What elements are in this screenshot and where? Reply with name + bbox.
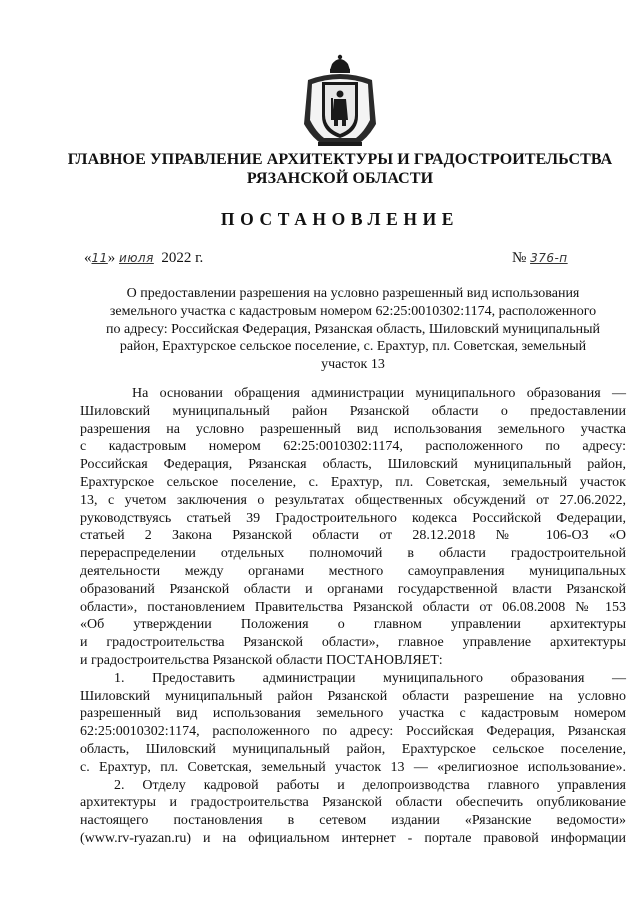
body-line: 2. Отделу кадровой работы и делопроизводства главного управления bbox=[114, 777, 626, 793]
subject-line: по адресу: Российская Федерация, Рязанская область, Шиловский муниципальный bbox=[106, 321, 600, 337]
document-subject bbox=[80, 285, 626, 374]
body-line: деятельности между органами местного самоуправления муниципальных bbox=[80, 563, 626, 579]
date-month-handwritten: июля bbox=[119, 251, 154, 265]
body-line: Шиловский муниципальный район Рязанской области разрешение на условно bbox=[80, 688, 626, 704]
body-line: 62:25:0010302:1174, расположенного по адресу: Российская Федерация, Рязанская bbox=[80, 724, 626, 740]
body-line: статьей 2 Закона Рязанской области от 28.12.2018 № 106-ОЗ «О bbox=[80, 528, 626, 544]
body-line: Шиловский муниципальный район Рязанской области о предоставлении bbox=[80, 403, 626, 419]
organization-region: РЯЗАНСКОЙ ОБЛАСТИ bbox=[246, 170, 434, 187]
body-line: области», постановлением Правительства Рязанской области от 06.08.2008 № 153 bbox=[80, 599, 626, 615]
subject-line: О предоставлении разрешения на условно разрешенный вид использования bbox=[126, 286, 580, 301]
body-line: Российская Федерация, Рязанская область, Шиловский муниципальный район, bbox=[80, 457, 626, 473]
subject-line: земельного участка с кадастровым номером 62:25:0010302:1174, расположенного bbox=[109, 303, 597, 319]
body-line: настоящего постановления в сетевом издании «Рязанские ведомости» bbox=[80, 813, 626, 829]
subject-line: район, Ерахтурское сельское поселение, с. Ерахтур, пл. Советская, земельный bbox=[119, 339, 587, 355]
date-day-handwritten: 11 bbox=[91, 251, 108, 265]
body-line: (www.rv-ryazan.ru) и на официальном интернет - портале правовой информации bbox=[80, 830, 626, 846]
body-line: «Об утверждении Положения о главном управлении архитектуры bbox=[80, 617, 626, 633]
body-line: область, Шиловский муниципальный район, Ерахтурское сельское поселение, bbox=[80, 741, 626, 757]
ryazan-coat-of-arms-icon bbox=[298, 54, 382, 152]
body-line: разрешенный вид использования земельного участка с кадастровым номером bbox=[80, 706, 626, 722]
date-year: 2022 г. bbox=[161, 250, 204, 266]
body-line: архитектуры и градостроительства Рязанской области обеспечить опубликование bbox=[80, 795, 626, 811]
body-line: и градостроительства Рязанской области», главное управление архитектуры bbox=[80, 635, 626, 651]
body-line: 13, с учетом заключения о результатах общественных обсуждений от 27.06.2022, bbox=[80, 492, 626, 508]
date-quote-open: « bbox=[84, 250, 92, 266]
body-line: с кадастровым номером 62:25:0010302:1174, расположенного по адресу: bbox=[80, 439, 626, 455]
body-line: и градостроительства Рязанской области ПОСТАНОВЛЯЕТ: bbox=[80, 652, 443, 668]
subject-line: участок 13 bbox=[321, 357, 385, 373]
document-body bbox=[80, 385, 626, 848]
organization-name: ГЛАВНОЕ УПРАВЛЕНИЕ АРХИТЕКТУРЫ И ГРАДОСТРОИТЕЛЬСТВА bbox=[67, 151, 613, 168]
body-line: руководствуясь статьей 39 Градостроительного кодекса Российской Федерации, bbox=[80, 510, 626, 526]
body-line: На основании обращения администрации муниципального образования — bbox=[132, 386, 626, 401]
number-handwritten: 376-п bbox=[530, 251, 568, 265]
document-number bbox=[512, 250, 568, 267]
body-line: перераспределении отдельных полномочий в области градостроительной bbox=[80, 546, 626, 562]
body-line: образований Рязанской области и органами государственной власти Рязанской bbox=[80, 581, 626, 597]
body-line: разрешения на условно разрешенный вид использования земельного участка bbox=[80, 421, 626, 437]
body-line: с. Ерахтур, пл. Советская, земельный участок 13 — «религиозное использование». bbox=[80, 759, 626, 775]
document-date bbox=[84, 250, 203, 267]
date-quote-close: » bbox=[107, 250, 116, 266]
body-line: 1. Предоставить администрации муниципального образования — bbox=[114, 670, 626, 686]
document-type-title: ПОСТАНОВЛЕНИЕ bbox=[220, 209, 460, 229]
body-line: Ерахтурское сельское поселение, с. Ерахтур, пл. Советская, земельный участок bbox=[80, 474, 626, 490]
number-label: № bbox=[512, 250, 527, 266]
